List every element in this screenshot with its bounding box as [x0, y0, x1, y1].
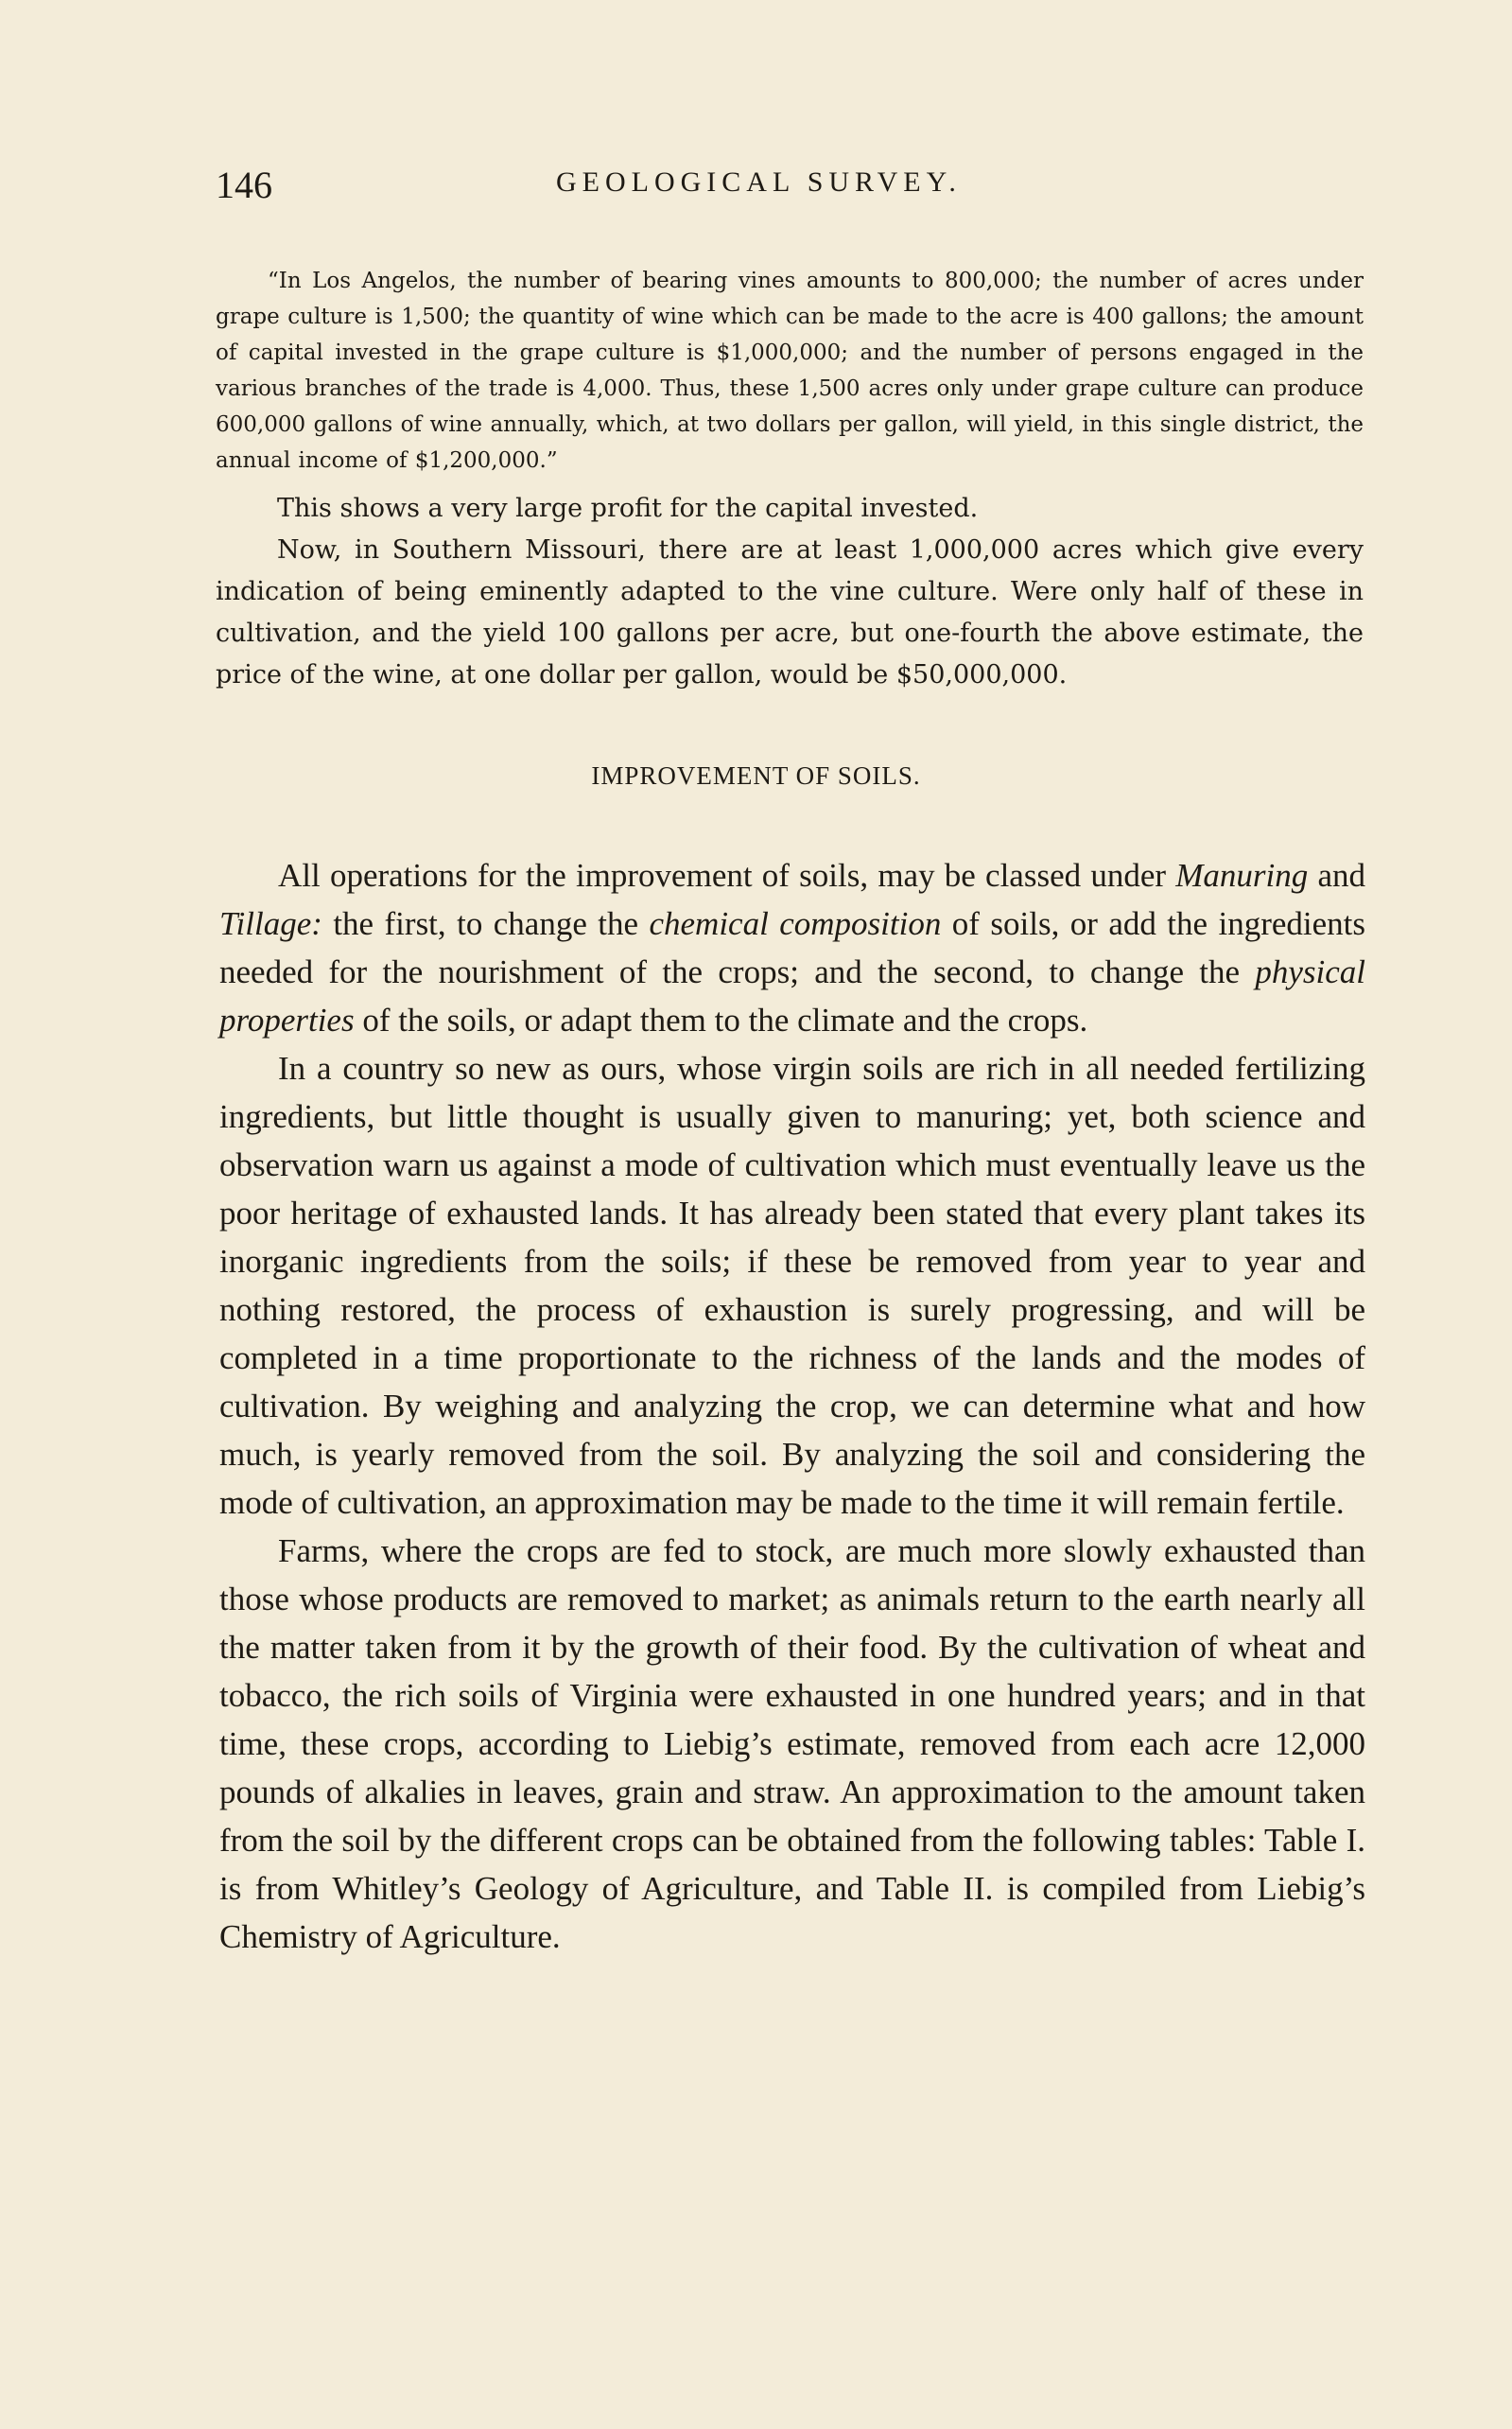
p1-text-c: the first, to change the — [322, 905, 650, 942]
p1-italic-physical-properties: physical properties — [219, 953, 1365, 1039]
p1-text-d: of soils, or add the ingredients needed for the nourishment of the crops; and the second, to change the — [219, 905, 1366, 990]
missouri-passage — [216, 488, 1364, 696]
missouri-paragraph: Now, in Southern Missouri, there are at least 1,000,000 acres which give every indication of being eminently adapted to the vine culture. Were only half of these in cultivation, and the yield 100 gallons per acre, but one-fourth the above estimate, the price of the wine, at one dollar per gallon, would be $50,000,000. — [216, 535, 1364, 690]
quote-paragraph: “In Los Angelos, the number of bearing vines amounts to 800,000; the number of acres under grape culture is 1,500; the quantity of wine which can be made to the acre is 400 gallons; the amount of capital invested in the grape culture is $1,000,000; and the number of persons engaged in the various branches of the trade is 4,000. Thus, these 1,500 acres only under grape culture can produce 600,000 gallons of wine annually, which, at two dollars per gallon, will yield, in this single district, the annual income of $1,200,000.” — [216, 269, 1364, 473]
body-paragraph-1 — [219, 851, 1365, 1044]
page-header — [216, 163, 1369, 219]
p1-text-e: of the soils, or adapt them to the climate and the crops. — [354, 1002, 1088, 1039]
section-heading: IMPROVEMENT OF SOILS. — [591, 761, 921, 790]
body-paragraph-2: In a country so new as ours, whose virgin soils are rich in all needed fertilizing ingredients, but little thought is usually given to manuring; yet, both science and observation warn us against a mode of cultivation which must eventually leave us the poor heritage of exhausted lands. It has already been stated that every plant takes its inorganic ingredients from the soils; if these be removed from year to year and nothing restored, the process of exhaustion is surely progressing, and will be completed in a time proportionate to the richness of the lands and the modes of cultivation. By weighing and analyzing the crop, we can determine what and how much, is yearly removed from the soil. By analyzing the soil and considering the mode of cultivation, an approximation may be made to the time it will remain fertile. — [219, 1050, 1365, 1521]
p1-text-b: and — [1308, 857, 1365, 894]
p1-italic-manuring: Manuring — [1175, 857, 1309, 894]
profit-paragraph: This shows a very large profit for the capital invested. — [277, 494, 979, 523]
quoted-passage — [216, 263, 1364, 479]
p1-italic-chemical-composition: chemical composition — [649, 905, 942, 942]
running-head: GEOLOGICAL SURVEY. — [556, 166, 962, 198]
p1-text-a: All operations for the improvement of soils, may be classed under — [278, 857, 1176, 894]
page-number: 146 — [216, 164, 272, 206]
body-paragraph-3: Farms, where the crops are fed to stock, are much more slowly exhausted than those whose products are removed to market; as animals return to the earth nearly all the matter taken from it by the growth of their food. By the cultivation of wheat and tobacco, the rich soils of Virginia were exhausted in one hundred years; and in that time, these crops, according to Liebig’s estimate, removed from each acre 12,000 pounds of alkalies in leaves, grain and straw. An approximation to the amount taken from the soil by the different crops can be obtained from the following tables: Table I. is from Whitley’s Geology of Agriculture, and Table II. is compiled from Liebig’s Chemistry of Agriculture. — [219, 1532, 1365, 1955]
p1-italic-tillage: Tillage: — [219, 905, 322, 942]
body-text — [219, 851, 1365, 1961]
